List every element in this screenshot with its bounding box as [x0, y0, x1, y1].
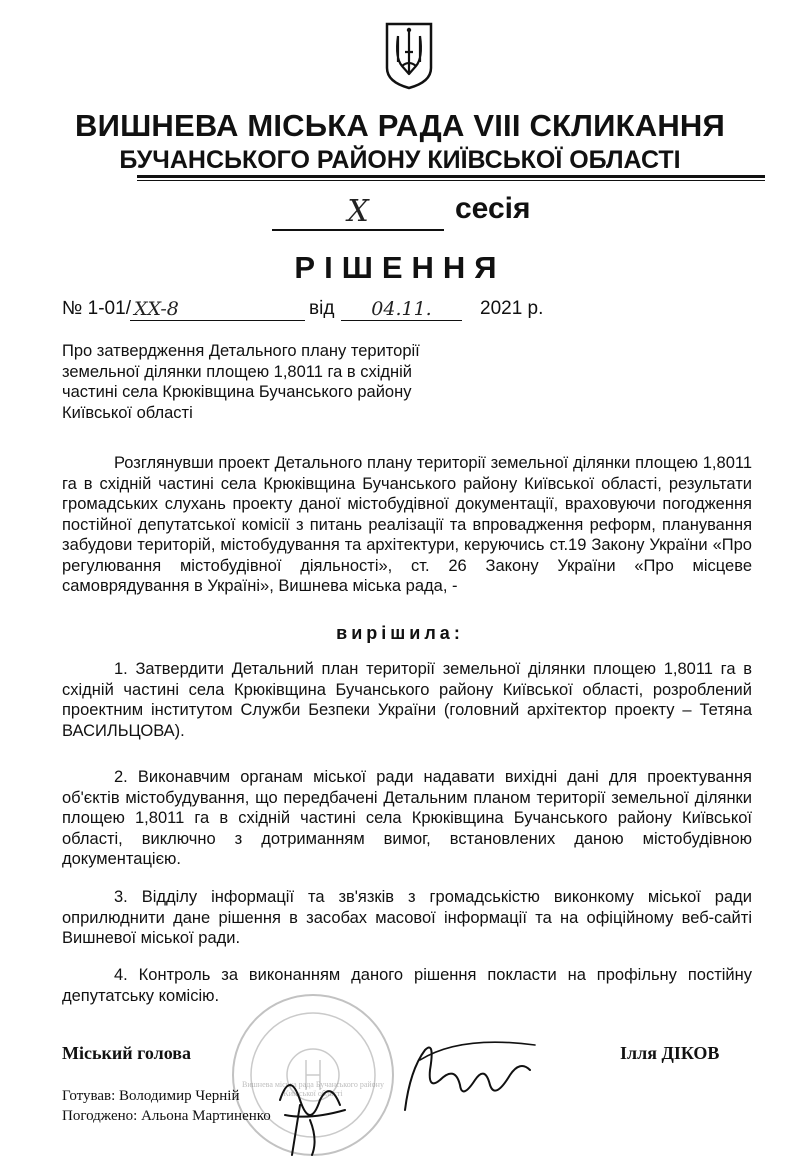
resolved-heading: вирішила:	[336, 623, 464, 643]
stamp-text: Вишнева міська рада Бучанського району Київської області	[242, 1080, 384, 1098]
decision-number-prefix: № 1-01/	[62, 298, 131, 319]
resolution-item-3: 3. Відділу інформації та зв'язків з громадськістю виконкому міської ради оприлюднити дане рішення в засобах масової інформації та на офіційному веб-сайті Вишневої міської ради.	[62, 888, 752, 947]
decision-date-handwritten: 04.11.	[341, 298, 462, 321]
session-number-handwritten: X	[272, 195, 444, 231]
header-double-rule	[137, 175, 765, 178]
prepared-by: Готував: Володимир Черній	[62, 1088, 240, 1104]
handwritten-signature-mayor	[400, 1030, 540, 1120]
date-from-label: від	[309, 298, 335, 319]
coat-of-arms-icon	[384, 22, 434, 90]
resolution-item-4: 4. Контроль за виконанням даного рішення покласти на профільну постійну депутатську комісію.	[62, 966, 752, 1005]
agreed-by: Погоджено: Альона Мартиненко	[62, 1108, 271, 1124]
document-type-title: РІШЕННЯ	[294, 250, 506, 285]
district-subtitle: БУЧАНСЬКОГО РАЙОНУ КИЇВСЬКОЇ ОБЛАСТІ	[119, 146, 681, 174]
decision-number-handwritten: XX-8	[130, 298, 305, 321]
decision-subject: Про затвердження Детального плану території земельної ділянки площею 1,8011 га в східній частині села Крюківщина Бучанського району Київської області	[62, 342, 420, 422]
header-thin-rule	[137, 180, 765, 181]
resolution-item-2: 2. Виконавчим органам міської ради надавати вихідні дані для проектування об'єктів містобудування, що передбачені Детальним планом території земельної ділянки площею 1,8011 га в східній частині села Крюківщина Бучанського району Київської області, виключно з дотриманням вимог, встановлених даною містобудівною документацією.	[62, 768, 752, 868]
council-title: ВИШНЕВА МІСЬКА РАДА VIII СКЛИКАННЯ	[75, 108, 725, 143]
preamble-paragraph: Розглянувши проект Детального плану території земельної ділянки площею 1,8011 га в східній частині села Крюківщина Бучанського району Київської області, результати громадських слухань проекту даної містобудівної документації, враховуючи погодження постійної депутатської комісії з питань реалізації та впровадження реформ, планування забудови територій, містобудування та архітектури, керуючись ст.19 Закону України «Про регулювання містобудівної діяльності», ст. 26 Закону України «Про місцеве самоврядування в Україні», Вишнева міська рада, -	[62, 454, 752, 595]
handwritten-signature-small	[270, 1060, 360, 1160]
session-label: сесія	[455, 192, 531, 225]
signatory-title: Міський голова	[62, 1043, 191, 1063]
signatory-name: Ілля ДІКОВ	[620, 1043, 720, 1063]
resolution-item-1: 1. Затвердити Детальний план території земельної ділянки площею 1,8011 га в східній частині села Крюківщина Бучанського району Київської області, розроблений проектним інститутом Служби Безпеки України (головний архітектор проекту – Тетяна ВАСИЛЬЦОВА).	[62, 660, 752, 740]
decision-year: 2021 р.	[480, 298, 544, 319]
